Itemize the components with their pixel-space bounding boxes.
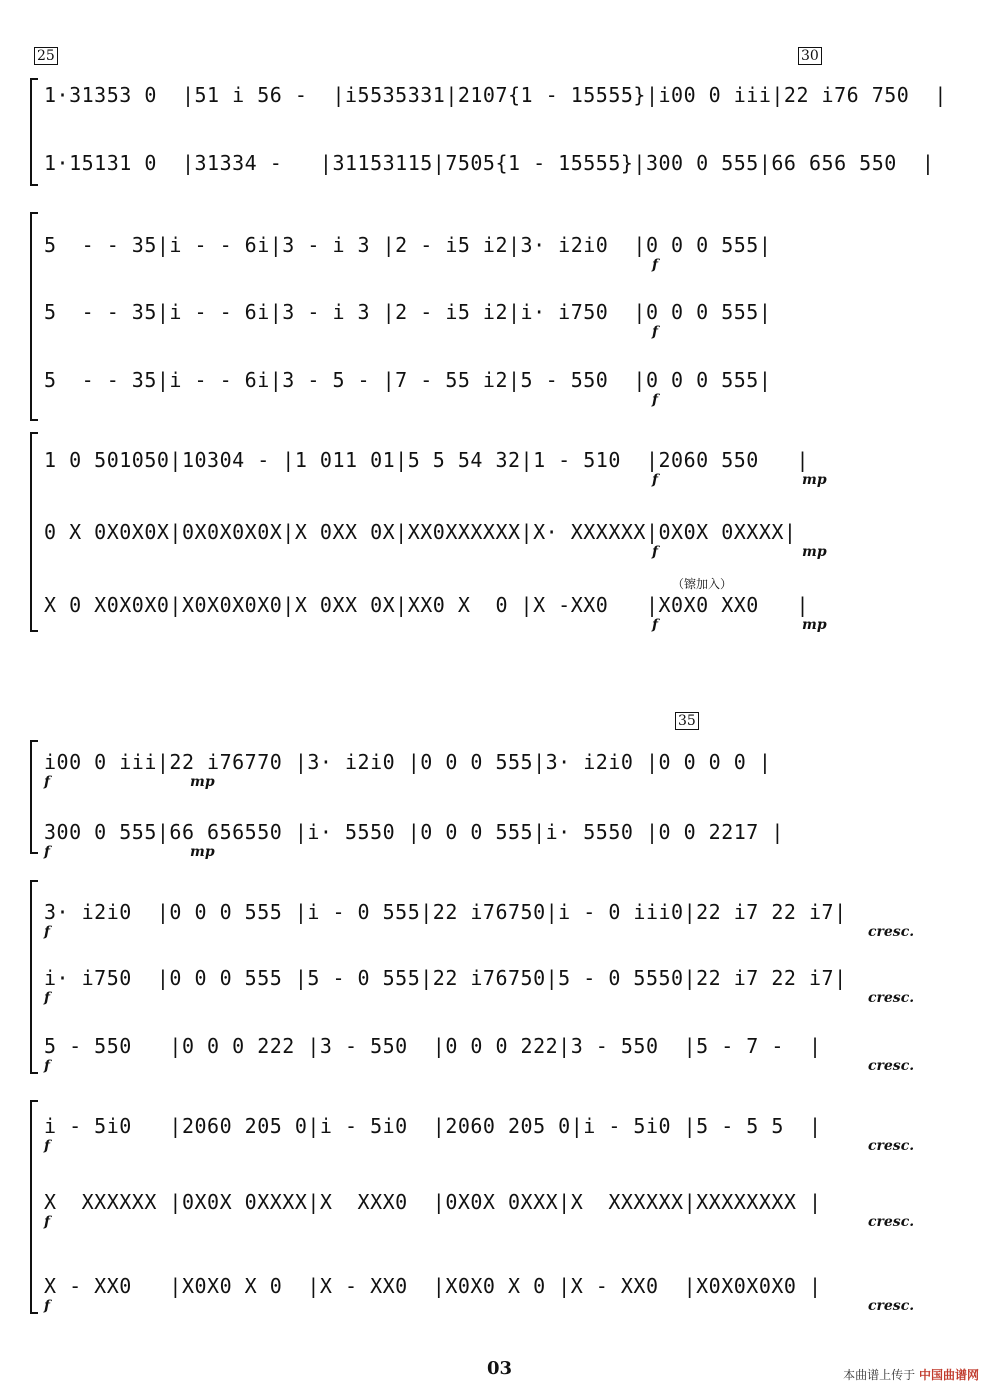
system2-row-8-notes: X - XX0 |X0X0 X 0 |X - XX0 |X0X0 X 0 |X - XX0 |X0X0X0X0 |: [44, 1274, 822, 1298]
system1-row-1-notes: 1·31353 0 |51 i 56 - |i5535331|2107{1 - 15555}|i00 0 iii|22 i76 750 |: [44, 83, 947, 107]
dynamic-cresc: cresc.: [868, 1058, 915, 1074]
system2-row-1: [0, 742, 995, 790]
system2-row-7-notes: X XXXXXX |0X0X 0XXXX|X XXX0 |0X0X 0XXX|X XXXXXX|XXXXXXXX |: [44, 1190, 822, 1214]
system1-row-8-notes: X 0 X0X0X0|X0X0X0X0|X 0XX 0X|XX0 X 0 |X -XX0 |X0X0 XX0 |: [44, 593, 810, 617]
dynamic-f: f: [44, 1058, 51, 1074]
measure-number-30: 30: [798, 47, 822, 65]
dynamic-f: f: [44, 774, 51, 790]
system2-row-5-notes: 5 - 550 |0 0 0 222 |3 - 550 |0 0 0 222|3 - 550 |5 - 7 - |: [44, 1034, 822, 1058]
system1-row-4: [0, 292, 995, 340]
dynamic-f: f: [44, 1214, 51, 1230]
site-credit-text: 本曲谱上传于: [843, 1368, 916, 1382]
cymbal-annotation: （镲加入）: [672, 577, 733, 591]
dynamic-mp: mp: [802, 617, 827, 633]
system1-row-1: [0, 75, 995, 115]
dynamic-cresc: cresc.: [868, 1214, 915, 1230]
site-logo[interactable]: 中国曲谱网: [918, 1368, 979, 1382]
system2-row-2: [0, 812, 995, 860]
page-number: 03: [487, 1358, 513, 1379]
dynamic-f: f: [652, 392, 659, 408]
system1-row-2: [0, 143, 995, 183]
system1-row-5: [0, 360, 995, 408]
system2-row-6-notes: i - 5i0 |2060 205 0|i - 5i0 |2060 205 0|i - 5i0 |5 - 5 5 |: [44, 1114, 822, 1138]
site-credit: [843, 1366, 979, 1383]
system2-row-8: [0, 1266, 995, 1314]
dynamic-f: f: [652, 257, 659, 273]
measure-number-35: 35: [675, 712, 699, 730]
system1-row-7: [0, 512, 995, 560]
system1-row-5-notes: 5 - - 35|i - - 6i|3 - 5 - |7 - 55 i2|5 - 550 |0 0 0 555|: [44, 368, 772, 392]
system2-row-7: [0, 1182, 995, 1230]
system2-row-4: [0, 958, 995, 1006]
dynamic-f: f: [652, 324, 659, 340]
system1-row-7-notes: 0 X 0X0X0X|0X0X0X0X|X 0XX 0X|XX0XXXXXX|X· XXXXXX|0X0X 0XXXX|: [44, 520, 797, 544]
system1-row-3: [0, 225, 995, 273]
dynamic-cresc: cresc.: [868, 1298, 915, 1314]
system1-row-6: [0, 440, 995, 488]
dynamic-cresc: cresc.: [868, 990, 915, 1006]
dynamic-mp: mp: [802, 544, 827, 560]
dynamic-f: f: [652, 544, 659, 560]
system1-row-6-notes: 1 0 501050|10304 - |1 011 01|5 5 54 32|1 - 510 |2060 550 |: [44, 448, 810, 472]
system2-row-3: [0, 892, 995, 940]
system2-row-3-notes: 3· i2i0 |0 0 0 555 |i - 0 555|22 i76750|i - 0 iii0|22 i7 22 i7|: [44, 900, 847, 924]
dynamic-mp: mp: [190, 844, 215, 860]
system1-row-3-notes: 5 - - 35|i - - 6i|3 - i 3 |2 - i5 i2|3· i2i0 |0 0 0 555|: [44, 233, 772, 257]
dynamic-cresc: cresc.: [868, 1138, 915, 1154]
dynamic-f: f: [652, 617, 659, 633]
dynamic-f: f: [44, 1298, 51, 1314]
system2-row-5: [0, 1026, 995, 1074]
dynamic-f: f: [44, 924, 51, 940]
dynamic-f: f: [652, 472, 659, 488]
system2-row-2-notes: 300 0 555|66 656550 |i· 5550 |0 0 0 555|i· 5550 |0 0 2217 |: [44, 820, 784, 844]
dynamic-mp: mp: [190, 774, 215, 790]
dynamic-f: f: [44, 1138, 51, 1154]
dynamic-cresc: cresc.: [868, 924, 915, 940]
system1-row-4-notes: 5 - - 35|i - - 6i|3 - i 3 |2 - i5 i2|i· i750 |0 0 0 555|: [44, 300, 772, 324]
system2-row-1-notes: i00 0 iii|22 i76770 |3· i2i0 |0 0 0 555|3· i2i0 |0 0 0 0 |: [44, 750, 772, 774]
system2-row-4-notes: i· i750 |0 0 0 555 |5 - 0 555|22 i76750|5 - 0 5550|22 i7 22 i7|: [44, 966, 847, 990]
dynamic-mp: mp: [802, 472, 827, 488]
system1-row-2-notes: 1·15131 0 |31334 - |31153115|7505{1 - 15555}|300 0 555|66 656 550 |: [44, 151, 935, 175]
system2-row-6: [0, 1106, 995, 1154]
measure-number-25: 25: [34, 47, 58, 65]
system1-row-8: [0, 585, 995, 633]
dynamic-f: f: [44, 844, 51, 860]
dynamic-f: f: [44, 990, 51, 1006]
